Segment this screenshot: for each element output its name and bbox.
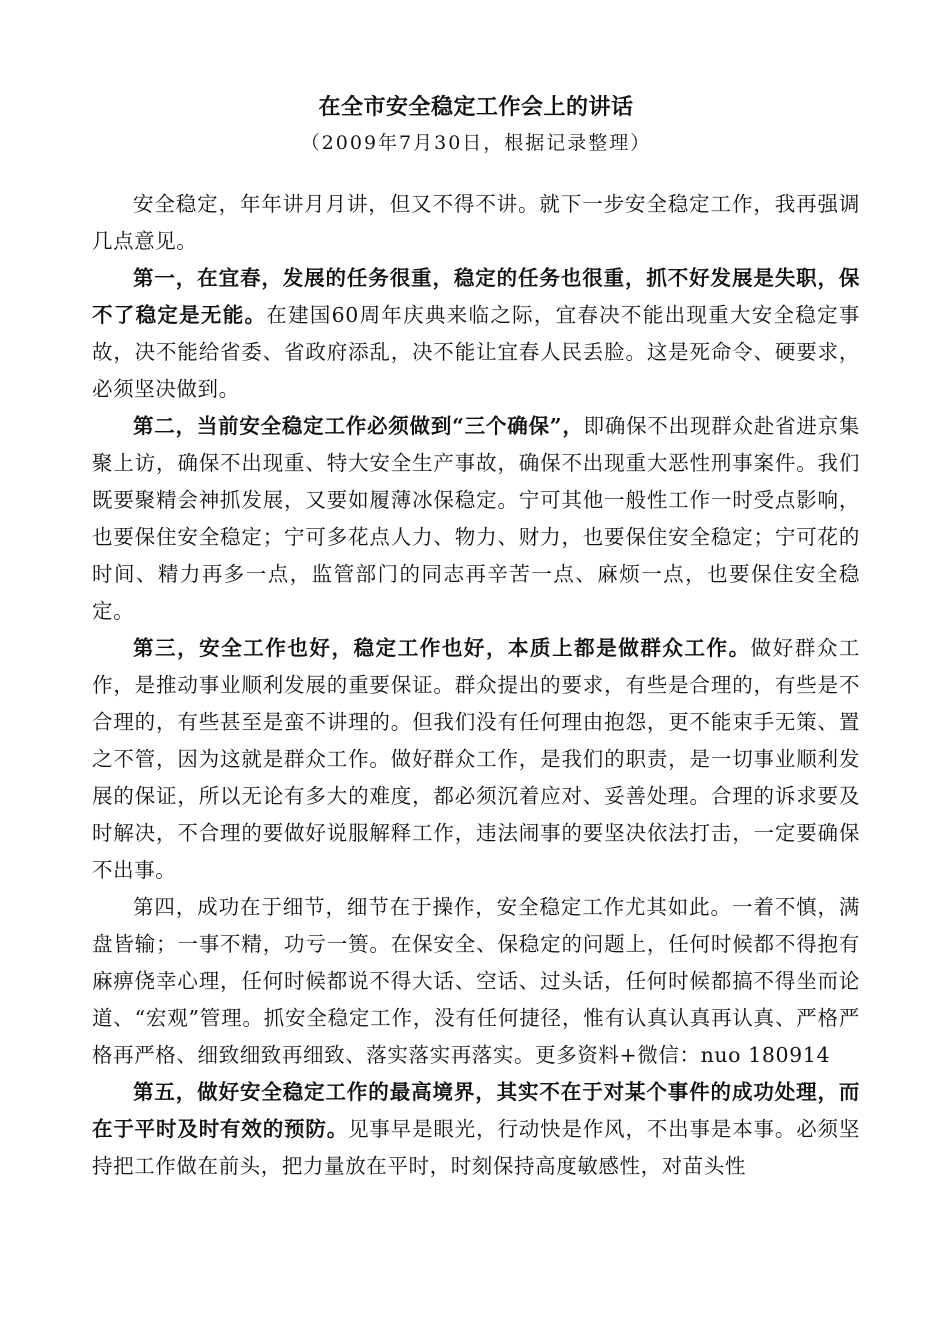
paragraph-point-3	[92, 630, 860, 889]
paragraph-point-4	[92, 889, 860, 1074]
paragraph-text: 第四，成功在于细节，细节在于操作，安全稳定工作尤其如此。一着不慎，满盘皆输；一事不精，功亏一篑。在保安全、保稳定的问题上，任何时候都不得抱有麻痹侥幸心理，任何时候都说不得大话、空话、过头话，任何时候都搞不得坐而论道、“宏观”管理。抓安全稳定工作，没有任何捷径，惟有认真认真再认真、严格严格再严格、细致细致再细致、落实落实再落实。更多资料+微信：nuo 180914	[92, 895, 860, 1067]
document-subtitle: （2009年7月30日，根据记录整理）	[300, 132, 652, 154]
document-page	[92, 92, 860, 1185]
paragraph-text: 做好群众工作，是推动事业顺利发展的重要保证。群众提出的要求，有些是合理的，有些是不合理的，有些甚至是蛮不讲理的。但我们没有任何理由抱怨，更不能束手无策、置之不管，因为这就是群众工作。做好群众工作，是我们的职责，是一切事业顺利发展的保证，所以无论有多大的难度，都必须沉着应对、妥善处理。合理的诉求要及时解决，不合理的要做好说服解释工作，违法闹事的要坚决依法打击，一定要确保不出事。	[92, 636, 860, 882]
paragraph-point-1	[92, 260, 860, 408]
paragraph-lead: 第一，在宜春，发展的任务很重，稳定的任务也很重，抓不好发展是失职，保不了稳定是无能。	[92, 266, 860, 327]
paragraph-text: 即确保不出现群众赴省进京集聚上访，确保不出现重、特大安全生产事故，确保不出现重大恶性刑事案件。我们既要聚精会神抓发展，又要如履薄冰保稳定。宁可其他一般性工作一时受点影响，也要保住安全稳定；宁可多花点人力、物力、财力，也要保住安全稳定；宁可花的时间、精力再多一点，监管部门的同志再辛苦一点、麻烦一点，也要保住安全稳定。	[92, 414, 860, 623]
paragraph-lead: 第二，当前安全稳定工作必须做到“三个确保”，	[133, 414, 584, 438]
paragraph-lead: 第五，做好安全稳定工作的最高境界，其实不在于对某个事件的成功处理，而在于平时及时有效的预防。	[92, 1080, 860, 1141]
document-title: 在全市安全稳定工作会上的讲话	[318, 94, 634, 120]
paragraph-text: 见事早是眼光，行动快是作风，不出事是本事。必须坚持把工作做在前头，把力量放在平时，时刻保持高度敏感性，对苗头性	[92, 1117, 860, 1178]
document-body	[92, 186, 860, 1185]
paragraph-intro	[92, 186, 860, 260]
paragraph-lead: 第三，安全工作也好，稳定工作也好，本质上都是做群众工作。	[133, 636, 751, 660]
paragraph-point-2	[92, 408, 860, 630]
paragraph-text: 安全稳定，年年讲月月讲，但又不得不讲。就下一步安全稳定工作，我再强调几点意见。	[92, 192, 860, 253]
paragraph-point-5	[92, 1074, 860, 1185]
paragraph-text: 在建国60周年庆典来临之际，宜春决不能出现重大安全稳定事故，决不能给省委、省政府添乱，决不能让宜春人民丢脸。这是死命令、硬要求，必须坚决做到。	[92, 303, 860, 401]
